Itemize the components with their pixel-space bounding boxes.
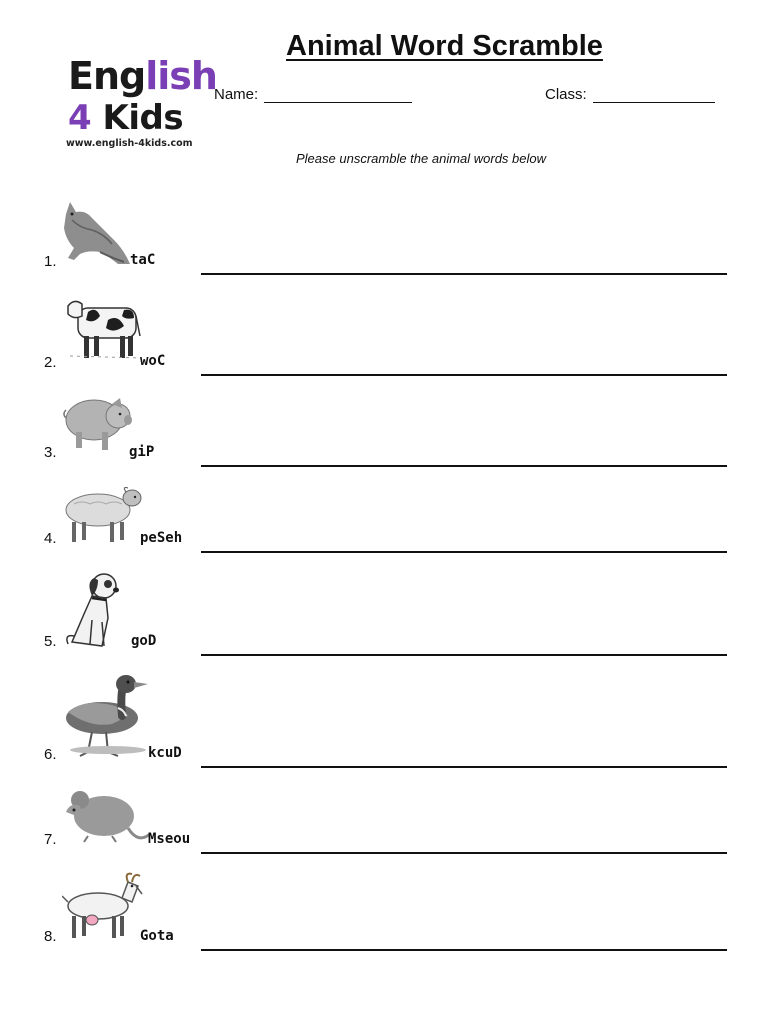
scrambled-word: goD [131, 633, 157, 649]
item-number: 6. [44, 746, 57, 763]
answer-line[interactable] [201, 374, 727, 376]
answer-line[interactable] [201, 273, 727, 275]
english-4-kids-logo [64, 54, 217, 154]
logo-line-2: 4 Kids [68, 98, 184, 138]
scrambled-word: taC [130, 252, 156, 268]
item-number: 5. [44, 633, 57, 650]
logo-line-1: English [68, 54, 217, 98]
scrambled-word: kcuD [148, 745, 182, 761]
scrambled-word: peSeh [140, 530, 183, 546]
item-number: 4. [44, 530, 57, 547]
sheep-icon [62, 484, 142, 546]
answer-line[interactable] [201, 654, 727, 656]
item-number: 3. [44, 444, 57, 461]
cat-icon [60, 200, 132, 268]
item-number: 1. [44, 253, 57, 270]
answer-line[interactable] [201, 766, 727, 768]
item-number: 7. [44, 831, 57, 848]
dog-icon [62, 570, 124, 650]
pig-icon [62, 392, 132, 454]
duck-icon [62, 672, 152, 762]
logo-url: www.english-4kids.com [66, 138, 193, 149]
answer-line[interactable] [201, 949, 727, 951]
goat-icon [62, 872, 144, 944]
class-label: Class: [545, 86, 587, 103]
instruction-text: Please unscramble the animal words below [296, 151, 547, 166]
name-label: Name: [214, 86, 259, 103]
cow-icon [64, 296, 142, 366]
name-field[interactable] [214, 86, 412, 103]
answer-line[interactable] [201, 551, 727, 553]
item-number: 2. [44, 354, 57, 371]
scrambled-word: Mseou [148, 831, 191, 847]
item-number: 8. [44, 928, 57, 945]
name-blank[interactable] [264, 88, 412, 103]
mouse-icon [62, 786, 152, 848]
answer-line[interactable] [201, 852, 727, 854]
class-blank[interactable] [593, 88, 715, 103]
answer-line[interactable] [201, 465, 727, 467]
scrambled-word: giP [129, 444, 155, 460]
class-field[interactable] [545, 86, 715, 103]
worksheet-title: Animal Word Scramble [286, 30, 603, 62]
scrambled-word: woC [140, 353, 166, 369]
scrambled-word: Gota [140, 928, 174, 944]
